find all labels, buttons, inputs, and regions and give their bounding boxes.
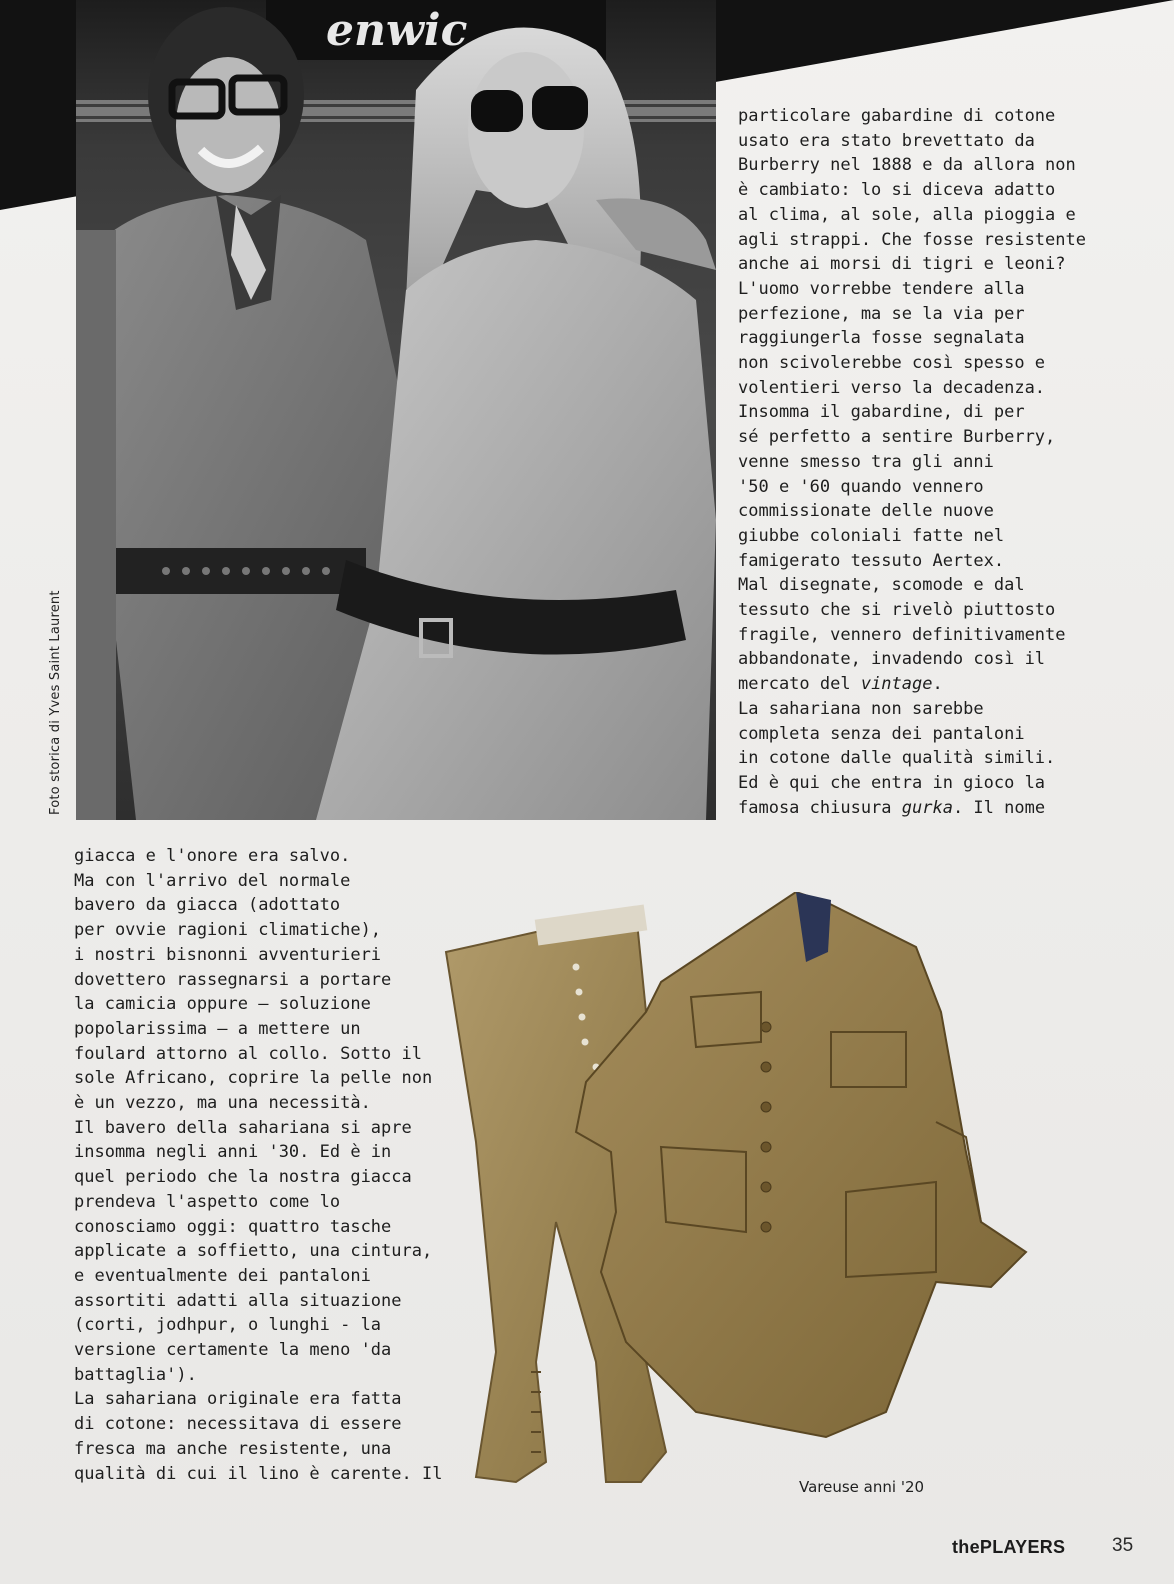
text-line: conosciamo oggi: quattro tasche	[74, 1216, 392, 1237]
vintage-uniform-image	[436, 892, 1036, 1492]
text-line: fragile, vennero definitivamente	[738, 624, 1066, 645]
text-line: Burberry nel 1888 e da allora non	[738, 155, 1076, 176]
text-line: popolarissima – a mettere un	[74, 1018, 361, 1039]
text-line: Insomma il gabardine, di per	[738, 402, 1025, 423]
text-line: commissionate delle nuove	[738, 501, 994, 522]
page-number: 35	[1112, 1535, 1134, 1556]
text-line: Ed è qui che entra in gioco la	[738, 772, 1046, 793]
text-line: Ma con l'arrivo del normale	[74, 870, 351, 891]
text-line: venne smesso tra gli anni	[738, 451, 994, 472]
text-line: per ovvie ragioni climatiche),	[74, 920, 382, 941]
text-line-gurka	[738, 796, 1086, 821]
text-line: quel periodo che la nostra giacca	[74, 1167, 412, 1188]
text-line: è un vezzo, ma una necessità.	[74, 1093, 371, 1114]
text-line: al clima, al sole, alla pioggia e	[738, 204, 1076, 225]
text-line: di cotone: necessitava di essere	[74, 1414, 402, 1435]
text-line: famigerato tessuto Aertex.	[738, 550, 1005, 571]
text-fragment: .	[932, 674, 943, 695]
text-line: la camicia oppure – soluzione	[74, 994, 371, 1015]
text-line: sole Africano, coprire la pelle non	[74, 1068, 433, 1089]
text-line: '50 e '60 quando vennero	[738, 476, 984, 497]
text-line: fresca ma anche resistente, una	[74, 1438, 392, 1459]
text-line: i nostri bisnonni avventurieri	[74, 944, 382, 965]
jacket	[576, 892, 1026, 1437]
text-line: battaglia').	[74, 1364, 197, 1385]
text-line: qualità di cui il lino è carente. Il	[74, 1463, 443, 1484]
text-line: e eventualmente dei pantaloni	[74, 1265, 371, 1286]
text-line: Il bavero della sahariana si apre	[74, 1117, 412, 1138]
text-line: anche ai morsi di tigri e leoni?	[738, 254, 1066, 275]
text-line: abbandonate, invadendo così il	[738, 649, 1046, 670]
magazine-brand: thePLAYERS	[952, 1537, 1066, 1557]
text-line: bavero da giacca (adottato	[74, 895, 341, 916]
text-fragment: famosa chiusura	[738, 797, 902, 818]
historic-photo	[76, 0, 716, 820]
text-line: applicate a soffietto, una cintura,	[74, 1241, 433, 1262]
text-line: tessuto che si rivelò piuttosto	[738, 600, 1056, 621]
text-fragment: mercato del	[738, 674, 861, 695]
text-line-vintage	[738, 672, 1086, 697]
article-column-left	[74, 844, 442, 1486]
image-caption: Vareuse anni '20	[799, 1478, 925, 1496]
text-line: usato era stato brevettato da	[738, 130, 1035, 151]
photo-credit: Foto storica di Yves Saint Laurent	[48, 590, 63, 815]
sign-text: enwic	[326, 5, 468, 56]
text-line: La sahariana non sarebbe	[738, 698, 984, 719]
text-line: (corti, jodhpur, o lunghi - la	[74, 1315, 382, 1336]
text-line: giubbe coloniali fatte nel	[738, 525, 1005, 546]
text-line: giacca e l'onore era salvo.	[74, 846, 351, 866]
text-line: in cotone dalle qualità simili.	[738, 748, 1056, 769]
text-fragment: . Il nome	[952, 797, 1046, 818]
emphasis-gurka: gurka	[901, 797, 953, 818]
article-column-right	[738, 104, 1086, 820]
text-line: dovettero rassegnarsi a portare	[74, 969, 392, 990]
text-line: agli strappi. Che fosse resistente	[738, 229, 1086, 250]
text-line: perfezione, ma se la via per	[738, 303, 1025, 324]
text-line: assortiti adatti alla situazione	[74, 1290, 402, 1311]
text-line: L'uomo vorrebbe tendere alla	[738, 278, 1025, 299]
text-line: volentieri verso la decadenza.	[738, 377, 1046, 398]
text-line: insomma negli anni '30. Ed è in	[74, 1142, 392, 1163]
text-line: foulard attorno al collo. Sotto il	[74, 1043, 422, 1064]
emphasis-vintage: vintage	[860, 674, 933, 695]
text-line: versione certamente la meno 'da	[74, 1340, 392, 1361]
text-line: è cambiato: lo si diceva adatto	[738, 180, 1056, 201]
text-line: non scivolerebbe così spesso e	[738, 353, 1046, 374]
text-line: prendeva l'aspetto come lo	[74, 1191, 341, 1212]
text-line: La sahariana originale era fatta	[74, 1389, 402, 1410]
text-line: sé perfetto a sentire Burberry,	[738, 427, 1056, 448]
text-line: Mal disegnate, scomode e dal	[738, 575, 1025, 596]
text-line: completa senza dei pantaloni	[738, 723, 1025, 744]
text-line: particolare gabardine di cotone	[738, 106, 1056, 126]
text-line: raggiungerla fosse segnalata	[738, 328, 1025, 349]
